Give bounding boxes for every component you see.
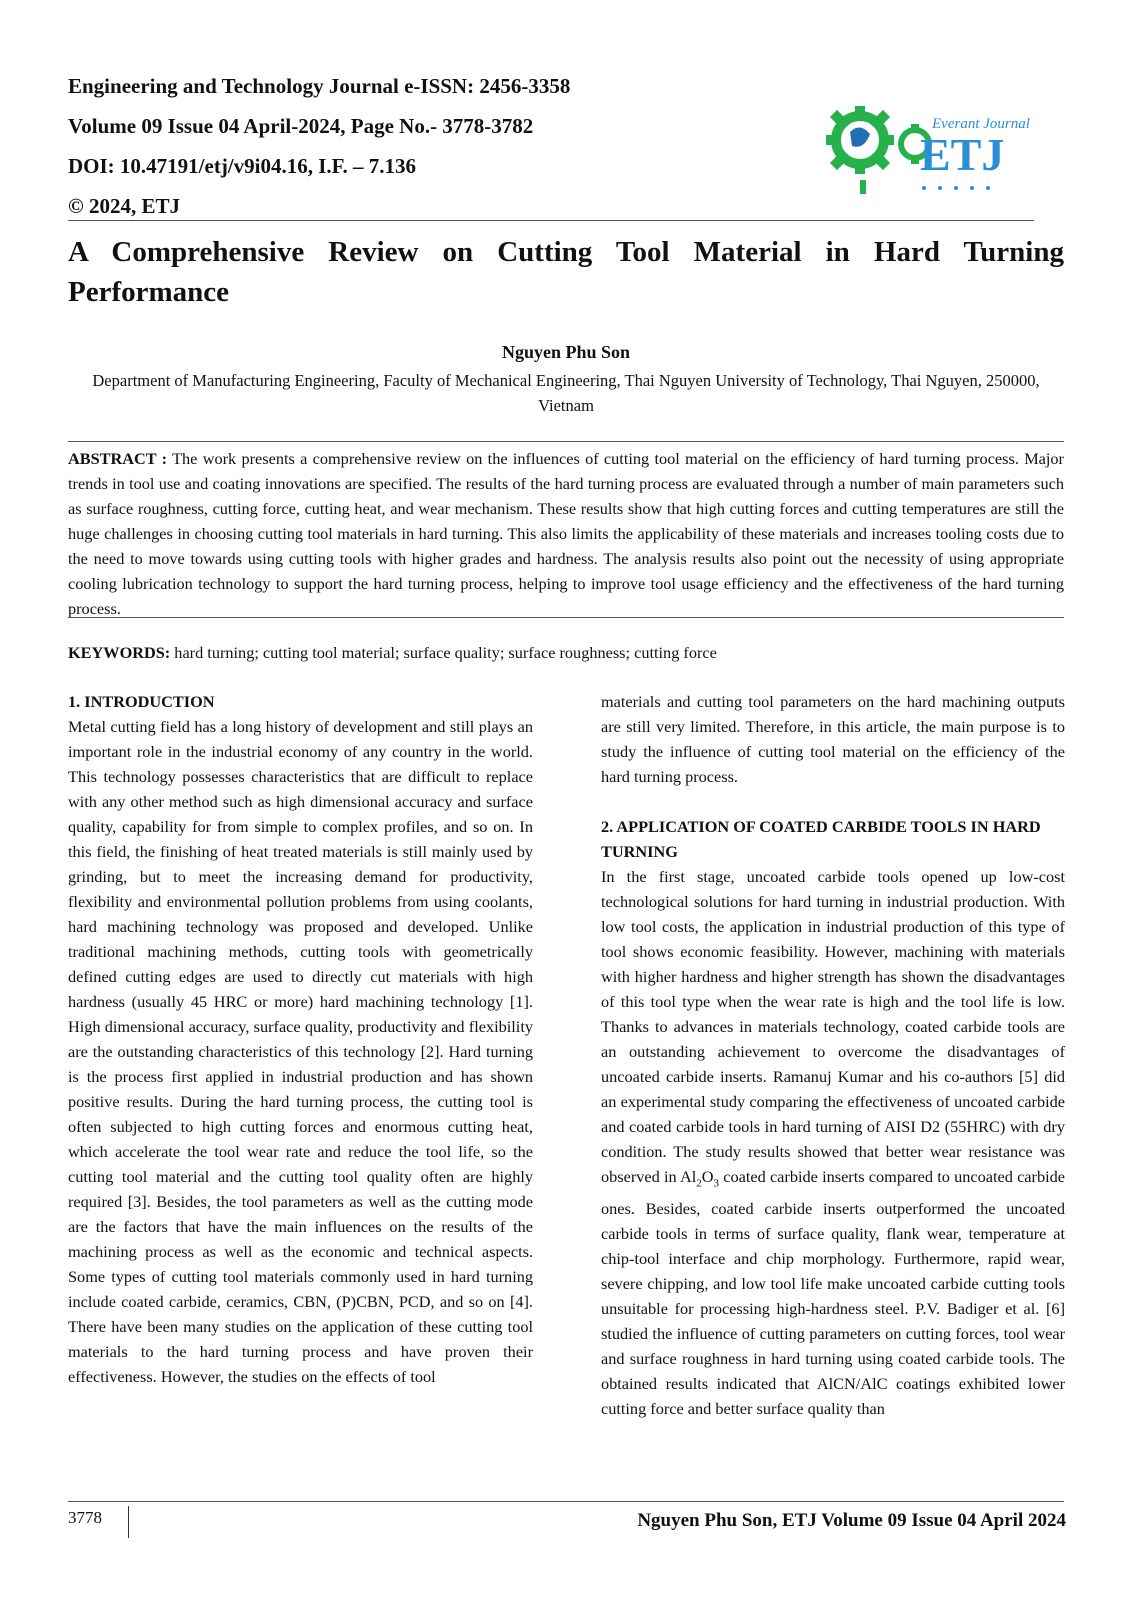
author-affiliation: Department of Manufacturing Engineering, Faculty of Mechanical Engineering, Thai Nguyen University of Technology, Thai Nguyen, 250000, Vietnam bbox=[92, 371, 1040, 415]
abstract-bottom-rule bbox=[68, 617, 1064, 618]
footer-divider bbox=[128, 1506, 129, 1538]
paper-title bbox=[68, 232, 1064, 312]
section-1-continuation: materials and cutting tool parameters on the hard machining outputs are still very limited. Therefore, in this article, the main purpose is to study the influence of cutting tool material on the efficiency of the hard turning process. bbox=[601, 692, 1065, 786]
journal-name: Engineering and Technology Journal e-ISSN: 2456-3358 bbox=[68, 74, 571, 98]
abstract-top-rule bbox=[68, 441, 1064, 442]
page-number: 3778 bbox=[68, 1508, 102, 1527]
section-1-heading: 1. INTRODUCTION bbox=[68, 692, 215, 711]
header-rule bbox=[68, 220, 1034, 221]
right-column bbox=[601, 689, 1065, 1421]
doi-info: DOI: 10.47191/etj/v9i04.16, I.F. – 7.136 bbox=[68, 154, 417, 178]
keywords-label: KEYWORDS: bbox=[68, 643, 171, 662]
author-name: Nguyen Phu Son bbox=[501, 342, 631, 362]
logo-acronym: ETJ bbox=[920, 129, 1005, 180]
title-line-1: A Comprehensive Review on Cutting Tool Material in Hard Turning bbox=[68, 236, 1064, 268]
section-1-body: Metal cutting field has a long history of development and still plays an important role in the industrial economy of any country in the world. This technology possesses characteristics that are difficult to replace with any other method such as high dimensional accuracy and surface quality, capability for from simple to complex profiles, and so on. In this field, the finishing of heat treated materials is still mainly used by grinding, but to meet the increasing demand for productivity, flexibility and environmental pollution problems from using coolants, hard machining technology was proposed and developed. Unlike traditional machining methods, cutting tools with geometrically defined cutting edges are used to directly cut materials with high hardness (usually 45 HRC or more) hard machining technology [1]. High dimensional accuracy, surface quality, productivity and flexibility are the outstanding characteristics of this technology [2]. Hard turning is the process first applied in industrial production and has shown positive results. During the hard turning process, the cutting tool is often subjected to high cutting forces and enormous cutting heat, which accelerate the tool wear rate and reduce the tool life, so the cutting tool material and the cutting tool quality often are highly required [3]. Besides, the tool parameters as well as the cutting mode are the factors that have the main influences on the results of the machining process as well as the economic and technical aspects. Some types of cutting tool materials commonly used in hard turning include coated carbide, ceramics, CBN, (P)CBN, PCD, and so on [4]. There have been many studies on the application of these cutting tool materials to the hard turning process and have proven their effectiveness. However, the studies on the effects of tool bbox=[68, 717, 533, 1386]
footer-rule bbox=[68, 1501, 1064, 1502]
subscript-2: 2 bbox=[696, 1177, 702, 1190]
title-line-2: Performance bbox=[68, 276, 230, 308]
abstract-text: The work presents a comprehensive review on the influences of cutting tool material on the efficiency of hard turning process. Major trends in tool use and coating innovations are specified. The results of the hard turning process are evaluated through a number of main parameters such as surface roughness, cutting force, cutting heat, and wear mechanism. These results show that high cutting forces and cutting temperatures are still the huge challenges in choosing cutting tool materials in hard turning. This also limits the applicability of these materials and increases tooling costs due to the need to move towards using cutting tools with higher grades and hardness. The analysis results also point out the necessity of using appropriate cooling lubrication technology to support the hard turning process, helping to improve tool usage efficiency and the effectiveness of the hard turning process. bbox=[68, 449, 1064, 618]
section-2-body-part-2: coated carbide inserts compared to uncoated carbide ones. Besides, coated carbide inserts outperformed the uncoated carbide tools in terms of surface quality, flank wear, temperature at chip-tool interface and chip morphology. Furthermore, rapid wear, severe chipping, and low tool life make uncoated carbide cutting tools unsuitable for processing high-hardness steel. P.V. Badiger et al. [6] studied the influence of cutting parameters on cutting forces, tool wear and surface roughness in hard turning using coated carbide tools. The obtained results indicated that AlCN/AlC coatings exhibited lower cutting force and better surface quality than bbox=[601, 1167, 1065, 1419]
section-2-body bbox=[601, 864, 1065, 1421]
logo-publisher-text: Everant Journal bbox=[932, 116, 1030, 132]
abstract bbox=[68, 446, 1064, 621]
running-footer: Nguyen Phu Son, ETJ Volume 09 Issue 04 April 2024 bbox=[637, 1510, 1066, 1531]
keywords bbox=[68, 640, 1064, 665]
oxygen-symbol: O bbox=[701, 1167, 714, 1186]
keywords-text: hard turning; cutting tool material; surface quality; surface roughness; cutting force bbox=[170, 643, 717, 662]
left-column bbox=[68, 689, 533, 1389]
etj-logo bbox=[820, 92, 1040, 202]
volume-info: Volume 09 Issue 04 April-2024, Page No.- 3778-3782 bbox=[68, 114, 534, 138]
copyright: © 2024, ETJ bbox=[68, 194, 180, 218]
gear-icon bbox=[826, 106, 894, 174]
journal-header bbox=[68, 66, 768, 226]
abstract-label: ABSTRACT : bbox=[68, 449, 168, 468]
section-2-heading: 2. APPLICATION OF COATED CARBIDE TOOLS IN HARD TURNING bbox=[601, 817, 1041, 861]
section-2-body-part-1: In the first stage, uncoated carbide tools opened up low-cost technological solutions for hard turning in industrial production. With low tool costs, the application in industrial production of this type of tool shows economic feasibility. However, machining with materials with higher hardness and higher strength has shown the disadvantages of this tool type when the wear rate is high and the tool life is low. Thanks to advances in materials technology, coated carbide tools are an outstanding achievement to overcome the disadvantages of uncoated carbide inserts. Ramanuj Kumar and his co-authors [5] did an experimental study comparing the effectiveness of uncoated carbide and coated carbide tools in hard turning of AISI D2 (55HRC) with dry condition. The study results showed that better wear resistance was observed in Al bbox=[601, 867, 1065, 1186]
subscript-3: 3 bbox=[713, 1177, 720, 1190]
